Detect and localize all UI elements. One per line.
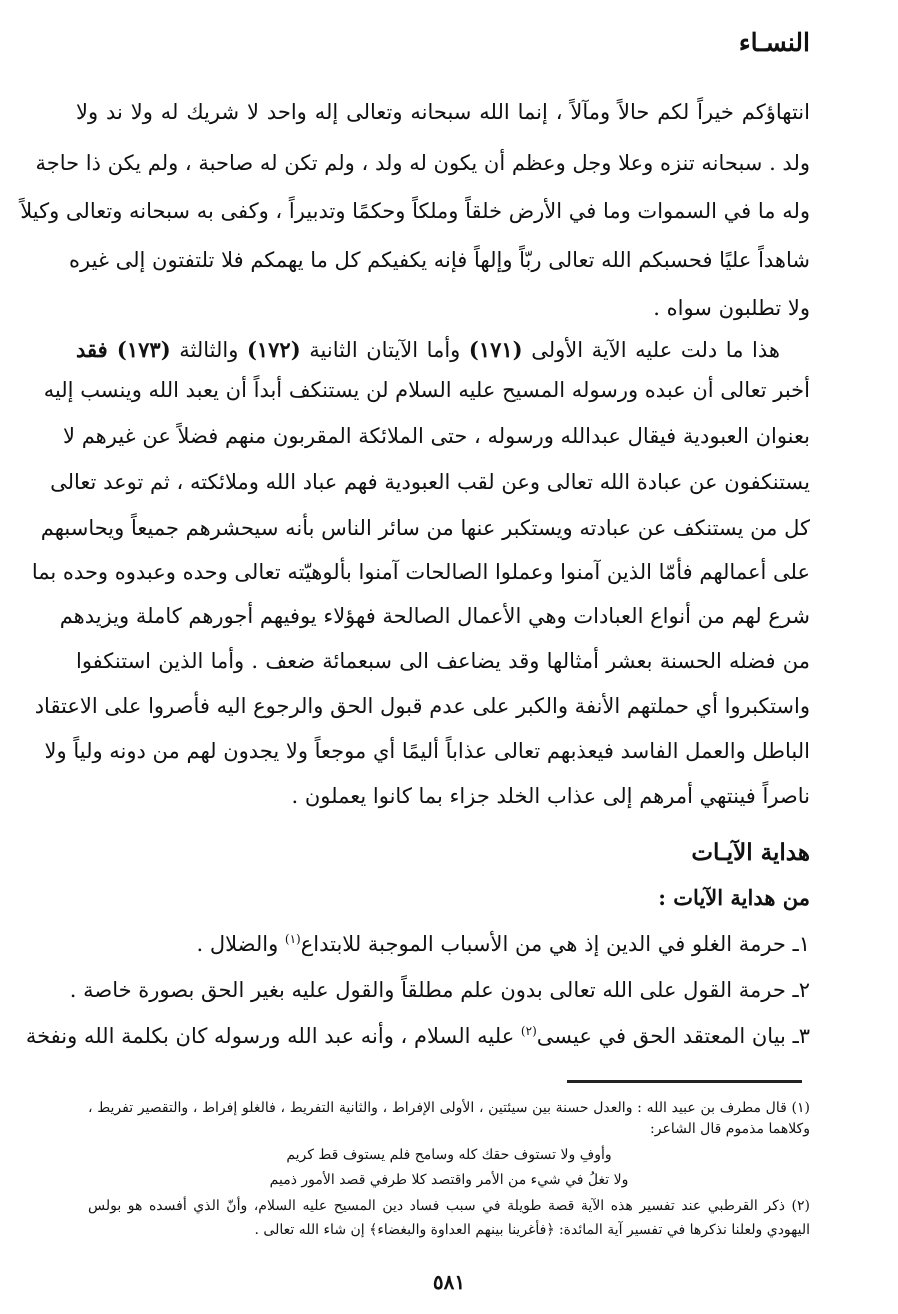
footnote-ref: (٢) xyxy=(520,1024,537,1038)
text-run: والضلال . xyxy=(196,932,285,956)
footnote-ref: (١) xyxy=(284,932,301,946)
paragraph-first-line xyxy=(76,334,780,366)
verse-number: (١٧١) xyxy=(468,337,523,362)
text-run: هذا ما دلت عليه الآية الأولى xyxy=(522,338,780,362)
verse-number: (١٧٣) فقد xyxy=(76,337,171,362)
footnote-verse: ولا تغلُ في شيء من الأمر واقتصد كلا طرفي قصد الأمور ذميم xyxy=(269,1172,629,1188)
text-line: أخبر تعالى أن عبده ورسوله المسيح عليه السلام لن يستنكف أبداً أن يعبد الله وينسب إليه xyxy=(43,378,810,402)
text-line: وله ما في السموات وما في الأرض خلقاً وملكاً وحكمًا وتدبيراً ، وكفى به سبحانه وتعالى وكيلاً xyxy=(20,199,810,223)
text-line: شاهداً عليًا فحسبكم الله تعالى ربّاً وإلهاً فإنه يكفيكم كل ما يهمكم فلا تلتفتون إلى غيره xyxy=(69,248,810,272)
text-line: يستنكفون عن عبادة الله تعالى وعن لقب العبودية فهم عباد الله وملائكته ، ثم توعد تعالى xyxy=(50,470,810,494)
guidance-item xyxy=(76,928,810,960)
text-run: ١ـ حرمة الغلو في الدين إذ هي من الأسباب الموجبة للابتداع xyxy=(300,932,810,956)
surah-title: النسـاء xyxy=(738,28,810,57)
text-run: وأما الآيتان الثانية xyxy=(300,338,469,362)
text-line: ولد . سبحانه تنزه وعلا وجل وعظم أن يكون له ولد ، ولم تكن له صاحبة ، ولم يكن ذا حاجة xyxy=(35,151,810,175)
text-line: شرع لهم من أنواع العبادات وهي الأعمال الصالحة فهؤلاء يوفيهم أجورهم كاملة ويزيدهم xyxy=(59,604,810,628)
text-line: بعنوان العبودية فيقال عبدالله ورسوله ، حتى الملائكة المقربون منهم فضلاً عن غيرهم لا xyxy=(63,424,810,448)
text-line: من فضله الحسنة بعشر أمثالها وقد يضاعف الى سبعمائة ضعف . وأما الذين استنكفوا xyxy=(76,649,810,673)
section-subheading: من هداية الآيات : xyxy=(658,885,810,910)
text-line: كل من يستنكف عن عبادته ويستكبر عنها من سائر الناس بأنه سيحشرهم جميعاً ويحاسبهم xyxy=(40,516,810,540)
text-line: انتهاؤكم خيراً لكم حالاً ومآلاً ، إنما الله سبحانه وتعالى إله واحد لا شريك له ولا ند ولا xyxy=(76,100,810,124)
footnote-separator xyxy=(567,1080,802,1083)
footnote-verse: وأوفِ ولا تستوف حقك كله وسامح فلم يستوف قط كريم xyxy=(286,1147,612,1163)
text-run: ٣ـ بيان المعتقد الحق في عيسى xyxy=(536,1024,810,1048)
footnote-line: (٢) ذكر القرطبي عند تفسير هذه الآية قصة طويلة في سبب فساد دين المسيح عليه السلام، وأنّ الذي أفسده هو بولس xyxy=(88,1198,810,1214)
text-run: عليه السلام ، وأنه عبد الله ورسوله كان بكلمة الله ونفخة xyxy=(25,1024,521,1048)
guidance-item: ٢ـ حرمة القول على الله تعالى بدون علم مطلقاً والقول عليه بغير الحق بصورة خاصة . xyxy=(69,978,810,1002)
footnote-line: اليهودي ولعلنا نذكرها في تفسير آية المائدة: ﴿فأغرينا بينهم العداوة والبغضاء﴾ إن شاء الله تعالى . xyxy=(254,1222,810,1238)
verse-number: (١٧٢) xyxy=(246,337,301,362)
text-run: والثالثة xyxy=(170,338,247,362)
text-line: على أعمالهم فأمّا الذين آمنوا وعملوا الصالحات آمنوا بألوهيّته تعالى وحده وعبدوه وحده بما xyxy=(31,560,810,584)
section-heading: هداية الآيـات xyxy=(691,839,810,866)
guidance-item xyxy=(25,1020,810,1052)
text-line: ولا تطلبون سواه . xyxy=(653,296,810,320)
footnote-line: (١) قال مطرف بن عبيد الله : والعدل حسنة بين سيئتين ، الأولى الإفراط ، والثانية التفريط ، فالغلو إفراط ، والتقصير تفريط ، xyxy=(88,1100,810,1116)
text-line: واستكبروا أي حملتهم الأنفة والكبر على عدم قبول الحق والرجوع اليه فأصروا على الاعتقاد xyxy=(34,694,810,718)
footnote-line: وكلاهما مذموم قال الشاعر: xyxy=(650,1121,810,1137)
page-number: ٥٨١ xyxy=(432,1270,466,1294)
text-line: ناصراً فينتهي أمرهم إلى عذاب الخلد جزاء بما كانوا يعملون . xyxy=(291,784,810,808)
text-line: الباطل والعمل الفاسد فيعذبهم تعالى عذاباً أليمًا أي موجعاً ولا يجدون لهم من دونه ولياً ولا xyxy=(44,739,810,763)
